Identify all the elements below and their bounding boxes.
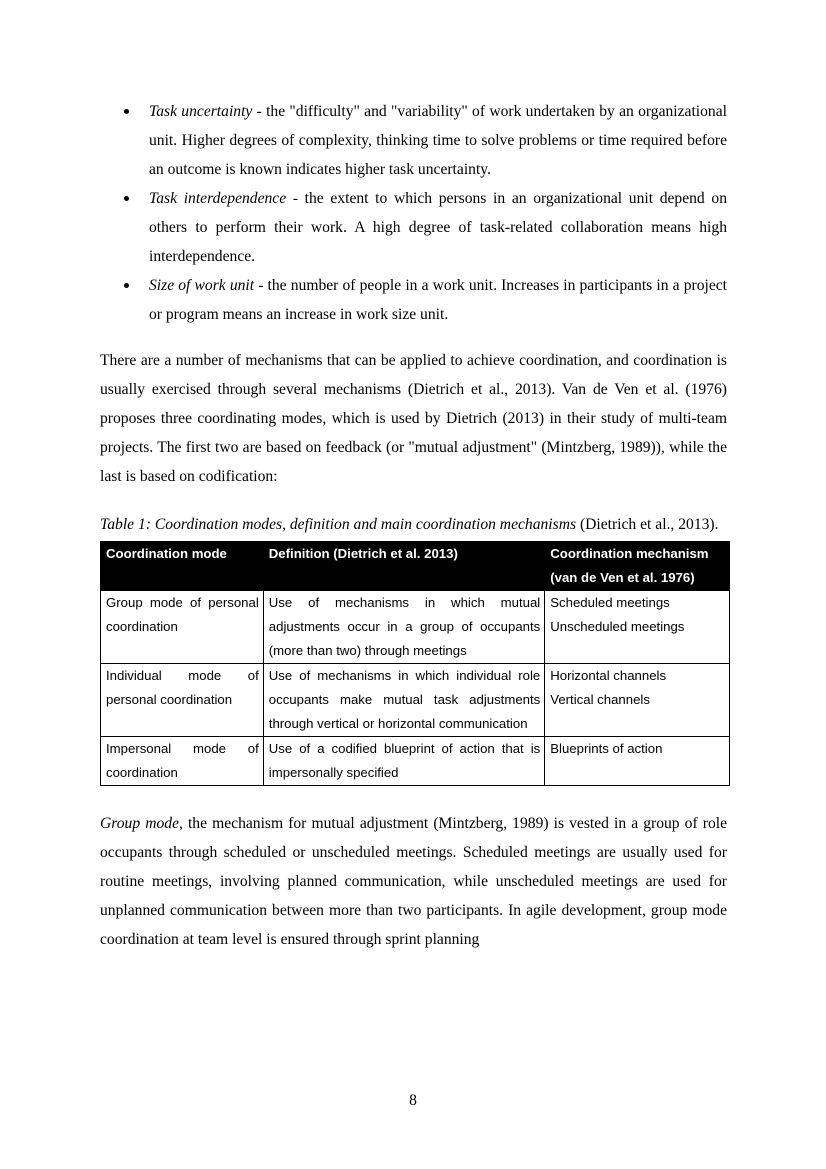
page-number: 8 bbox=[409, 1092, 417, 1109]
list-item bbox=[100, 184, 727, 271]
table-row bbox=[101, 737, 730, 786]
term: Task uncertainty bbox=[149, 103, 253, 120]
definition-cell: Use of mechanisms in which individual role occupants make mutual task adjustments through vertical or horizontal communication bbox=[263, 664, 544, 737]
term: Size of work unit bbox=[149, 277, 255, 294]
term: Task interdependence bbox=[149, 190, 287, 207]
body-paragraph: There are a number of mechanisms that can be applied to achieve coordination, and coordination is usually exercised through several mechanisms (Dietrich et al., 2013). Van de Ven et al. (1976) proposes three coordinating modes, which is used by Dietrich (2013) in their study of multi-team projects. The first two are based on feedback (or "mutual adjustment" (Mintzberg, 1989)), while the last is based on codification: bbox=[100, 352, 727, 485]
emphasis-term: Group mode bbox=[100, 815, 179, 832]
term-description: - the extent to which persons in an organizational unit depend on others to perform their work. A high degree of task-related collaboration means high interdependence. bbox=[149, 190, 727, 265]
table-row bbox=[101, 591, 730, 664]
table-caption bbox=[100, 510, 727, 539]
bullet-icon bbox=[124, 196, 129, 201]
mode-cell: Individual mode of personal coordination bbox=[101, 664, 264, 737]
mechanism-item: Unscheduled meetings bbox=[550, 619, 685, 634]
coordination-table bbox=[100, 541, 730, 786]
mechanism-item: Scheduled meetings bbox=[550, 595, 670, 610]
column-header: Definition (Dietrich et al. 2013) bbox=[263, 542, 544, 591]
mechanism-cell bbox=[545, 664, 730, 737]
list-item bbox=[100, 271, 727, 329]
body-paragraph bbox=[100, 809, 727, 954]
bullet-icon bbox=[124, 109, 129, 114]
factor-list bbox=[100, 97, 727, 329]
paragraph-text: , the mechanism for mutual adjustment (Mintzberg, 1989) is vested in a group of role occupants through scheduled or unscheduled meetings. Scheduled meetings are usually used for routine meetings, involving planned communication, while unscheduled meetings are used for unplanned communication between more than two participants. In agile development, group mode coordination at team level is ensured through sprint planning bbox=[100, 815, 727, 948]
column-header: Coordination mode bbox=[101, 542, 264, 591]
definition-cell: Use of a codified blueprint of action that is impersonally specified bbox=[263, 737, 544, 786]
column-header: Coordination mechanism (van de Ven et al. 1976) bbox=[545, 542, 730, 591]
table-header-row bbox=[101, 542, 730, 591]
caption-title: Table 1: Coordination modes, definition and main coordination mechanisms bbox=[100, 516, 577, 533]
mechanism-item: Vertical channels bbox=[550, 692, 650, 707]
caption-citation: (Dietrich et al., 2013). bbox=[576, 516, 719, 533]
mechanism-cell bbox=[545, 591, 730, 664]
term-description: - the number of people in a work unit. Increases in participants in a project or program means an increase in work size unit. bbox=[149, 277, 727, 323]
page-content bbox=[100, 97, 727, 954]
term-description: - the "difficulty" and "variability" of work undertaken by an organizational unit. Higher degrees of complexity, thinking time to solve problems or time required before an outcome is known indicates higher task uncertainty. bbox=[149, 103, 727, 178]
bullet-icon bbox=[124, 283, 129, 288]
mode-cell: Impersonal mode of coordination bbox=[101, 737, 264, 786]
mechanism-cell bbox=[545, 737, 730, 786]
mode-cell: Group mode of personal coordination bbox=[101, 591, 264, 664]
list-item bbox=[100, 97, 727, 184]
definition-cell: Use of mechanisms in which mutual adjustments occur in a group of occupants (more than two) through meetings bbox=[263, 591, 544, 664]
mechanism-item: Horizontal channels bbox=[550, 668, 667, 683]
table-row bbox=[101, 664, 730, 737]
mechanism-item: Blueprints of action bbox=[550, 741, 663, 756]
